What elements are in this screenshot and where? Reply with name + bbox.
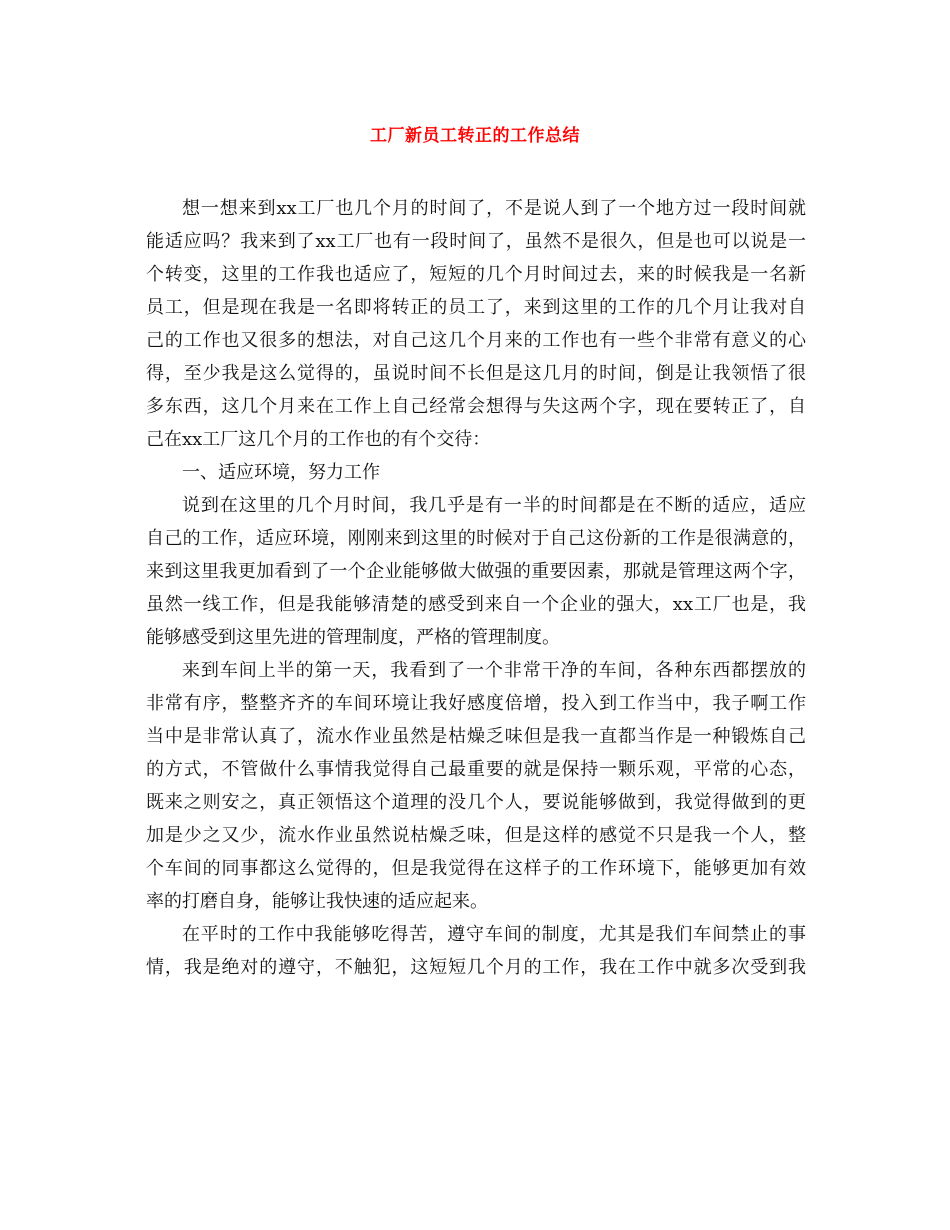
document-title: 工厂新员工转正的工作总结: [370, 126, 580, 146]
paragraph-line: 能适应吗？我来到了xx工厂也有一段时间了，虽然不是很久，但是也可以说是一: [146, 231, 806, 252]
section-heading: 一、适应环境，努力工作: [182, 462, 380, 483]
paragraph-line: 虽然一线工作，但是我能够清楚的感受到来自一个企业的强大，xx工厂也是，我: [146, 594, 806, 615]
paragraph-line: 己的工作也又很多的想法，对自己这几个月来的工作也有一些个非常有意义的心: [146, 330, 806, 351]
paragraph-line: 率的打磨自身，能够让我快速的适应起来。: [146, 891, 488, 912]
document-body: [146, 192, 806, 984]
paragraph-line: 说到在这里的几个月时间，我几乎是有一半的时间都是在不断的适应，适应: [182, 495, 806, 516]
paragraph-line: 情，我是绝对的遵守，不触犯，这短短几个月的工作，我在工作中就多次受到我: [146, 957, 806, 978]
paragraph-line: 加是少之又少，流水作业虽然说枯燥乏味，但是这样的感觉不只是我一个人，整: [146, 825, 806, 846]
paragraph-line: 来到车间上半的第一天，我看到了一个非常干净的车间，各种东西都摆放的: [182, 660, 806, 681]
paragraph-line: 多东西，这几个月来在工作上自己经常会想得与失这两个字，现在要转正了，自: [146, 396, 806, 417]
paragraph-line: 己在xx工厂这几个月的工作也的有个交待：: [146, 429, 491, 450]
paragraph-line: 个转变，这里的工作我也适应了，短短的几个月时间过去，来的时候我是一名新: [146, 264, 806, 285]
paragraph-line: 的方式，不管做什么事情我觉得自己最重要的就是保持一颗乐观，平常的心态，: [146, 759, 806, 780]
paragraph-line: 非常有序，整整齐齐的车间环境让我好感度倍增，投入到工作当中，我子啊工作: [146, 693, 806, 714]
paragraph-line: 当中是非常认真了，流水作业虽然是枯燥乏味但是我一直都当作是一种锻炼自己: [146, 726, 806, 747]
paragraph-line: 能够感受到这里先进的管理制度，严格的管理制度。: [146, 627, 560, 648]
paragraph-line: 员工，但是现在我是一名即将转正的员工了，来到这里的工作的几个月让我对自: [146, 297, 806, 318]
paragraph-line: 得，至少我是这么觉得的，虽说时间不长但是这几月的时间，倒是让我领悟了很: [146, 363, 806, 384]
paragraph-line: 来到这里我更加看到了一个企业能够做大做强的重要因素，那就是管理这两个字，: [146, 561, 806, 582]
paragraph-line: 想一想来到xx工厂也几个月的时间了，不是说人到了一个地方过一段时间就: [182, 198, 806, 219]
paragraph-line: 既来之则安之，真正领悟这个道理的没几个人，要说能够做到，我觉得做到的更: [146, 792, 806, 813]
paragraph-line: 个车间的同事都这么觉得的，但是我觉得在这样子的工作环境下，能够更加有效: [146, 858, 806, 879]
paragraph-line: 自己的工作，适应环境，刚刚来到这里的时候对于自己这份新的工作是很满意的，: [146, 528, 806, 549]
paragraph-line: 在平时的工作中我能够吃得苦，遵守车间的制度，尤其是我们车间禁止的事: [182, 924, 806, 945]
